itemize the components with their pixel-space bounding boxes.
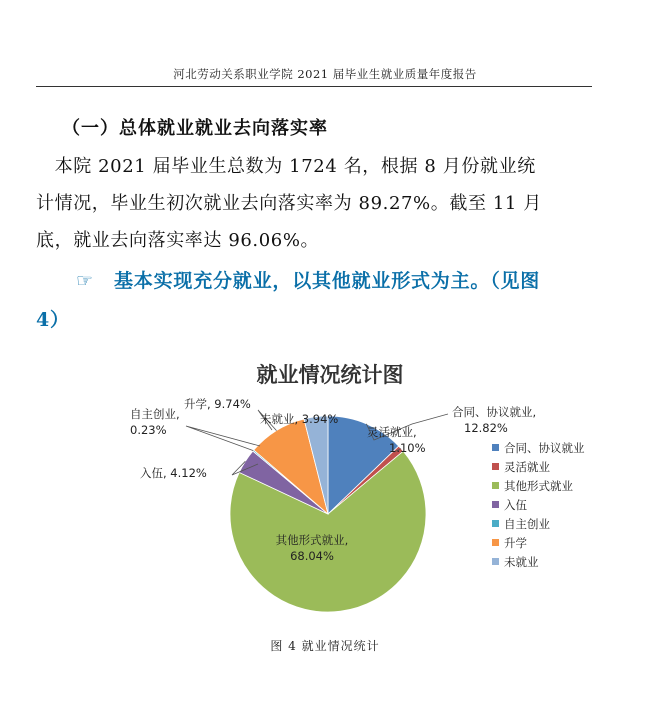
legend-label: 自主创业: [504, 516, 550, 531]
header-rule: [36, 86, 592, 87]
pointing-hand-icon: ☞: [76, 270, 94, 292]
legend-swatch: [492, 501, 499, 508]
legend-item: [492, 533, 610, 552]
legend-item: [492, 438, 610, 457]
running-header: 河北劳动关系职业学院 2021 届毕业生就业质量年度报告: [173, 67, 477, 81]
paragraph-line: 计情况，毕业生初次就业去向落实率为 89.27%。截至 11 月: [36, 193, 542, 214]
bullet-line: [36, 262, 606, 301]
data-label-4: 入伍, 4.12%: [140, 466, 207, 480]
data-label-1: 12.82%: [464, 421, 508, 435]
chart-legend: [492, 438, 610, 571]
data-label-7: 未就业, 3.94%: [260, 412, 339, 426]
legend-label: 未就业: [504, 554, 539, 569]
legend-label: 合同、协议就业: [504, 440, 585, 455]
legend-swatch: [492, 520, 499, 527]
data-label-3: 其他形式就业,: [275, 533, 349, 547]
data-label-3: 68.04%: [290, 549, 334, 563]
data-label-1: 合同、协议就业,: [452, 405, 537, 419]
legend-swatch: [492, 444, 499, 451]
legend-label: 灵活就业: [504, 459, 550, 474]
paragraph-line: 底，就业去向落实率达 96.06%。: [36, 230, 320, 251]
paragraph-line: 本院 2021 届毕业生总数为 1724 名，根据 8 月份就业统: [36, 156, 536, 177]
chart-title: 就业情况统计图: [256, 363, 404, 387]
legend-item: [492, 495, 610, 514]
section-heading: （一）总体就业就业去向落实率: [62, 118, 328, 139]
legend-label: 入伍: [504, 497, 527, 512]
figure-caption: 图 4 就业情况统计: [270, 639, 380, 653]
data-label-2: 灵活就业,: [367, 425, 417, 439]
legend-swatch: [492, 558, 499, 565]
legend-item: [492, 457, 610, 476]
data-label-6: 升学, 9.74%: [184, 397, 251, 411]
legend-item: [492, 514, 610, 533]
legend-swatch: [492, 539, 499, 546]
leader-line-5: [186, 426, 260, 451]
legend-swatch: [492, 463, 499, 470]
data-label-2: 1.10%: [389, 441, 426, 455]
data-label-5: 自主创业,: [130, 407, 180, 421]
bullet-line-2: 4）: [36, 309, 70, 331]
legend-label: 其他形式就业: [504, 478, 573, 493]
highlight-bullet: [36, 262, 606, 340]
data-label-5: 0.23%: [130, 423, 167, 437]
legend-item: [492, 552, 610, 571]
legend-swatch: [492, 482, 499, 489]
legend-label: 升学: [504, 535, 527, 550]
employment-pie-figure: [112, 348, 612, 620]
summary-paragraph: [36, 148, 596, 259]
bullet-text: 基本实现充分就业，以其他就业形式为主。（见图: [114, 270, 541, 292]
legend-item: [492, 476, 610, 495]
